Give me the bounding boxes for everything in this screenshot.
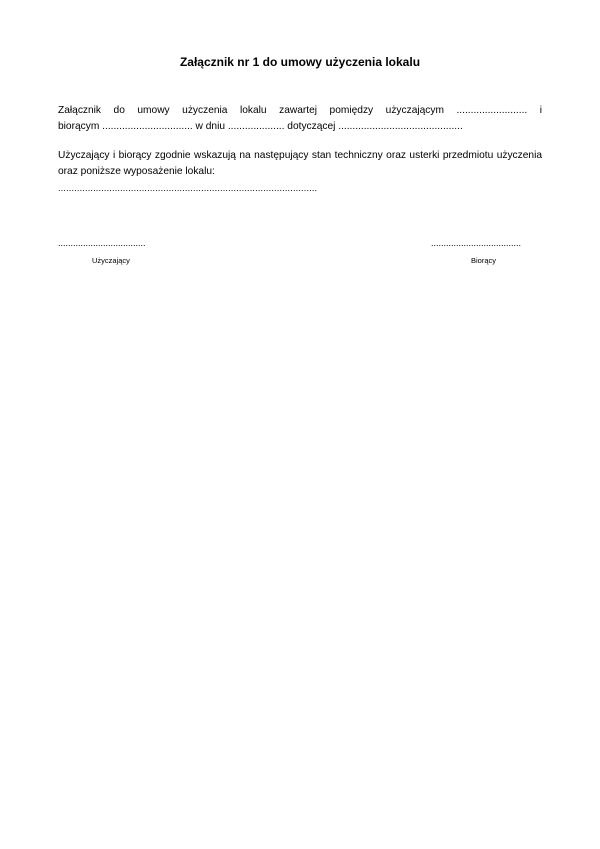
document-title: Załącznik nr 1 do umowy użyczenia lokalu <box>179 55 421 69</box>
lender-signature-label: Użyczający <box>92 256 130 265</box>
borrower-signature-line: .................................... <box>431 238 522 248</box>
condition-line-1: Użyczający i biorący zgodnie wskazują na następujący stan techniczny oraz usterki przedmiotu użyczenia <box>58 150 542 161</box>
lender-signature-line: ................................... <box>58 238 146 248</box>
intro-line-1: Załącznik do umowy użyczenia lokalu zawartej pomiędzy użyczającym ......................... i <box>58 105 542 116</box>
agreement-intro-paragraph <box>58 103 542 135</box>
intro-line-2: biorącym ................................ w dniu .................... dotyczącej ............................................ <box>58 121 463 132</box>
borrower-signature-label: Biorący <box>471 256 497 265</box>
condition-line-2: oraz poniższe wyposażenie lokalu: <box>58 166 215 177</box>
equipment-fill-line: ................................................................................................ <box>58 183 318 193</box>
condition-paragraph <box>58 148 542 196</box>
